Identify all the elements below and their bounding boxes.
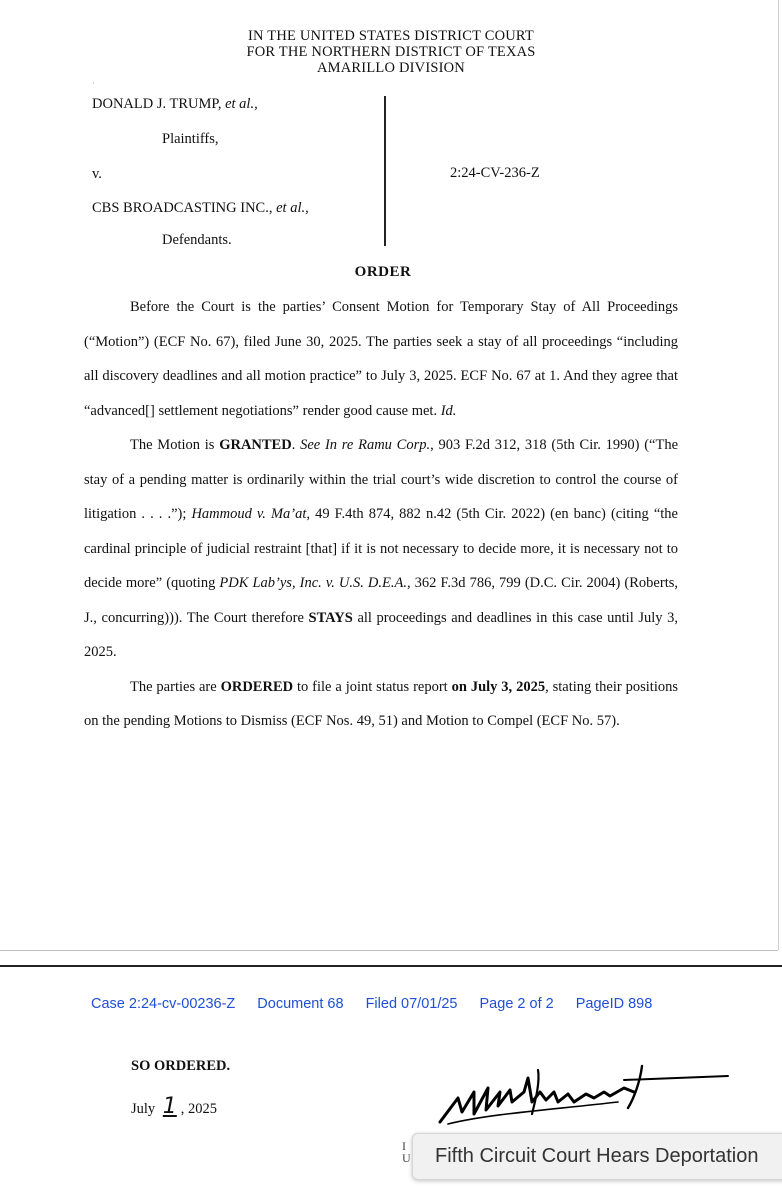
- defendants-label: Defendants.: [162, 232, 232, 248]
- court-heading: [0, 28, 782, 76]
- court-line-3: AMARILLO DIVISION: [317, 60, 465, 76]
- caption-divider: [384, 96, 386, 246]
- document-stamp: Document 68: [257, 996, 344, 1012]
- plaintiffs-label: Plaintiffs,: [162, 131, 219, 147]
- case-number: 2:24-CV-236-Z: [450, 165, 540, 181]
- order-title: ORDER: [354, 264, 412, 280]
- case-stamp: Case 2:24-cv-00236-Z: [91, 996, 236, 1012]
- court-line-1: IN THE UNITED STATES DISTRICT COURT: [248, 28, 534, 44]
- page-mark: ·: [92, 78, 95, 88]
- paragraph-3: The parties are ORDERED to file a joint status report on July 3, 2025, stating their positions on the pending Motions to Dismiss (ECF Nos. 49, 51) and Motion to Compel (ECF No. 57).: [84, 678, 678, 729]
- page-stamp: Page 2 of 2: [479, 996, 554, 1012]
- paragraph-1: Before the Court is the parties’ Consent Motion for Temporary Stay of All Proceedings (“Motion”) (ECF No. 67), filed June 30, 2025. The parties seek a stay of all proceedings “including all discovery deadlines and all motion practice” to July 3, 2025. ECF No. 67 at 1. And they agree that “advanced[] settlement negotiations” render good cause met. Id.: [84, 299, 678, 419]
- paragraph-2: The Motion is GRANTED. See In re Ramu Corp., 903 F.2d 312, 318 (5th Cir. 1990) (“The stay of a pending matter is ordinarily within the trial court’s wide discretion to control the course of litigation . . . .”); Hammoud v. Ma’at, 49 F.4th 874, 882 n.42 (5th Cir. 2022) (en banc) (citing “the cardinal principle of judicial restraint [that] if it is not necessary to decide more, it is necessary not to decide more” (quoting PDK Lab’ys, Inc. v. U.S. D.E.A., 362 F.3d 786, 799 (D.C. Cir. 2004) (Roberts, J., concurring))). The Court therefore STAYS all proceedings and deadlines in this case until July 3, 2025.: [84, 437, 679, 660]
- defendant-name: CBS BROADCASTING INC., et al.,: [92, 200, 309, 216]
- versus: v.: [92, 166, 102, 182]
- court-line-2: FOR THE NORTHERN DISTRICT OF TEXAS: [246, 44, 536, 60]
- obscured-text-fragment: I U: [402, 1139, 411, 1165]
- order-date: July 1 , 2025: [131, 1094, 218, 1119]
- news-headline-toast[interactable]: [412, 1133, 782, 1180]
- pageid-stamp: PageID 898: [575, 996, 653, 1012]
- order-body: [84, 290, 678, 739]
- page-gap: [0, 951, 782, 965]
- so-ordered: SO ORDERED.: [131, 1058, 231, 1074]
- page-2-top-edge: [0, 965, 782, 967]
- filed-stamp: Filed 07/01/25: [365, 996, 458, 1012]
- judge-signature: [428, 1062, 738, 1132]
- toast-text: Fifth Circuit Court Hears Deportation: [435, 1145, 759, 1167]
- plaintiff-name: DONALD J. TRUMP, et al.,: [92, 96, 258, 112]
- handwritten-day: 1: [162, 1094, 177, 1119]
- filing-header: [91, 996, 670, 1012]
